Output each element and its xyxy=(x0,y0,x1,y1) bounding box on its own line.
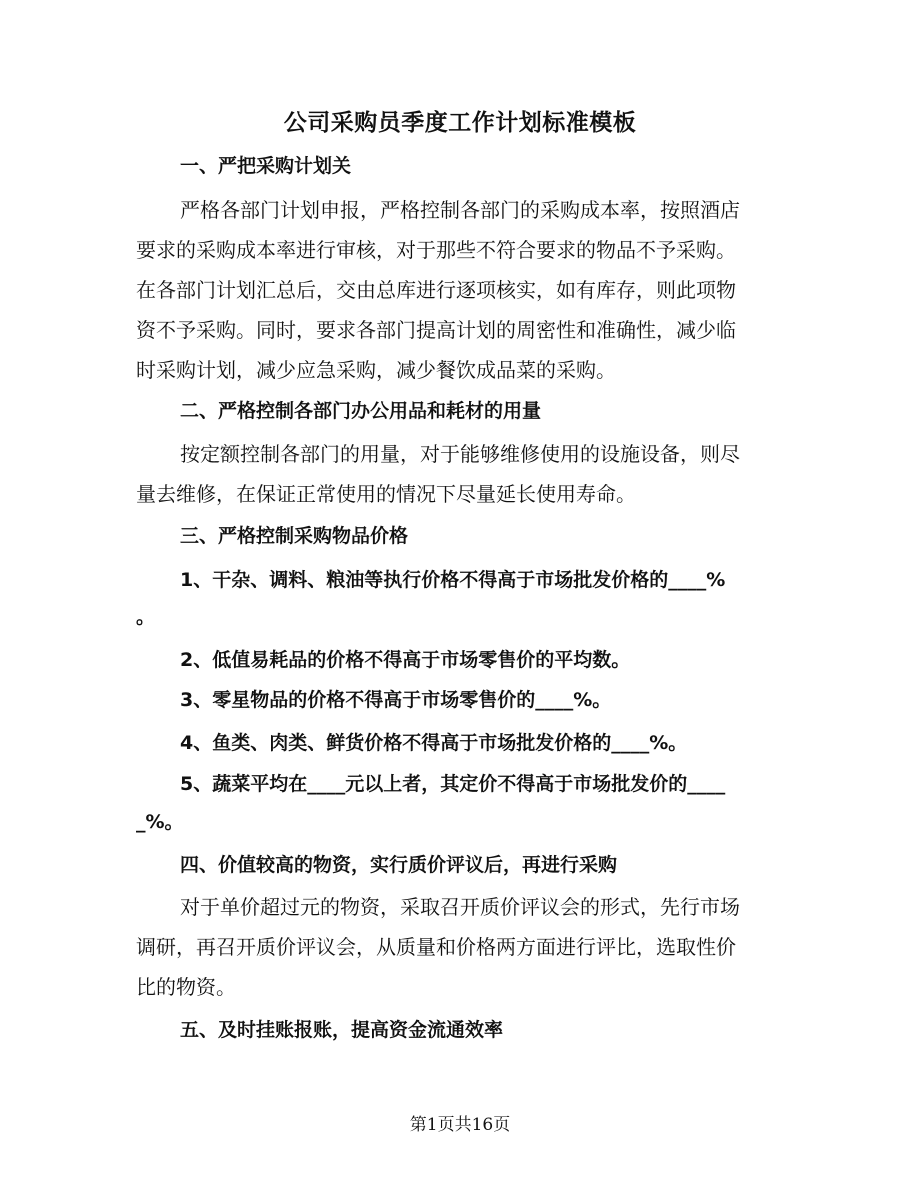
page-footer: 第1页共16页 xyxy=(409,1115,511,1135)
paragraph-line: 严格各部门计划申报，严格控制各部门的采购成本率，按照酒店 xyxy=(180,198,740,222)
paragraph-line: 量去维修，在保证正常使用的情况下尽量延长使用寿命。 xyxy=(136,482,636,506)
section-heading-2: 二、严格控制各部门办公用品和耗材的用量 xyxy=(180,400,542,422)
paragraph-line: 在各部门计划汇总后，交由总库进行逐项核实，如有库存，则此项物 xyxy=(136,278,736,302)
list-item-continuation: _%。 xyxy=(136,811,184,833)
list-item: 3、零星物品的价格不得高于市场零售价的____%。 xyxy=(180,689,612,711)
list-item: 2、低值易耗品的价格不得高于市场零售价的平均数。 xyxy=(180,649,631,671)
section-heading-1: 一、严把采购计划关 xyxy=(180,155,352,177)
section-heading-3: 三、严格控制采购物品价格 xyxy=(180,525,409,547)
list-item: 4、鱼类、肉类、鲜货价格不得高于市场批发价格的____%。 xyxy=(180,732,688,754)
section-heading-5: 五、及时挂账报账，提高资金流通效率 xyxy=(180,1019,504,1041)
paragraph-line: 比的物资。 xyxy=(136,975,236,999)
list-item: 5、蔬菜平均在____元以上者，其定价不得高于市场批发价的____ xyxy=(180,773,726,795)
paragraph-line: 调研，再召开质价评议会，从质量和价格两方面进行评比，选取性价 xyxy=(136,935,736,959)
section-heading-4: 四、价值较高的物资，实行质价评议后，再进行采购 xyxy=(180,854,618,876)
document-title: 公司采购员季度工作计划标准模板 xyxy=(283,110,637,136)
list-item: 1、干杂、调料、粮油等执行价格不得高于市场批发价格的____% xyxy=(180,569,726,591)
paragraph-line: 时采购计划，减少应急采购，减少餐饮成品菜的采购。 xyxy=(136,358,616,382)
paragraph-line: 要求的采购成本率进行审核，对于那些不符合要求的物品不予采购。 xyxy=(136,238,736,262)
paragraph-line: 按定额控制各部门的用量，对于能够维修使用的设施设备，则尽 xyxy=(180,442,740,466)
paragraph-line: 对于单价超过元的物资，采取召开质价评议会的形式，先行市场 xyxy=(180,895,740,919)
list-item-continuation: 。 xyxy=(136,606,156,628)
paragraph-line: 资不予采购。同时，要求各部门提高计划的周密性和准确性，减少临 xyxy=(136,318,736,342)
